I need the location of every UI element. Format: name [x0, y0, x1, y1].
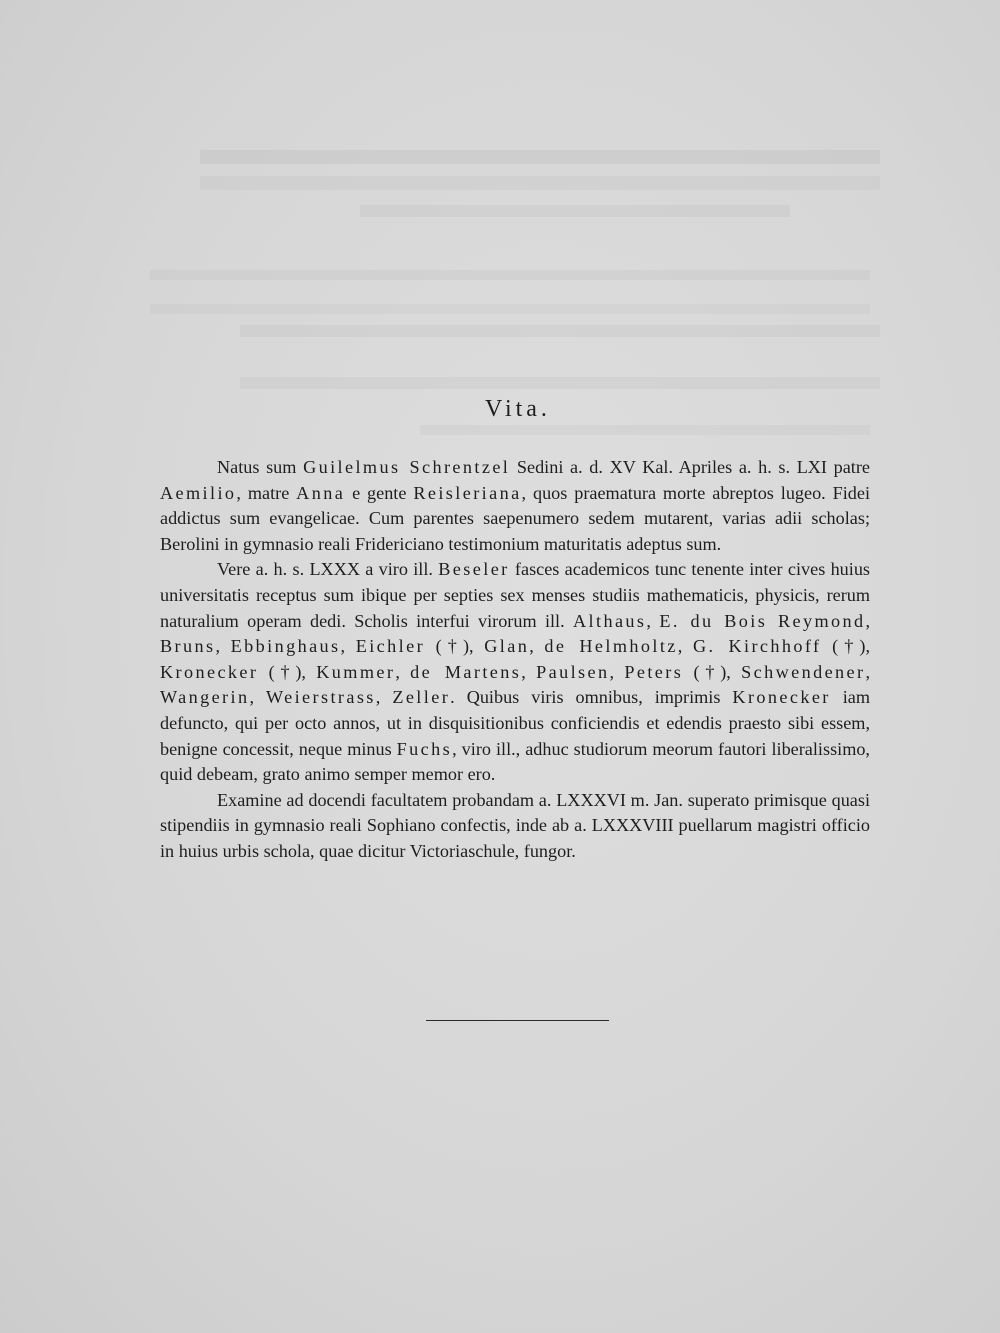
- text-run: Natus sum: [217, 457, 304, 477]
- text-run: ,: [865, 661, 871, 682]
- spaced-name: Ebbinghaus: [230, 636, 341, 657]
- paragraph: [160, 788, 870, 865]
- text-run: ,: [249, 687, 266, 708]
- spaced-name: Schwendener: [741, 661, 866, 682]
- spaced-name: Kummer: [316, 661, 396, 682]
- text-run: ,: [375, 687, 393, 708]
- text-run: ,: [340, 636, 356, 657]
- spaced-name: de Helmholtz: [544, 636, 678, 657]
- text-run: ,: [215, 636, 231, 657]
- bleed-through-decoration: [240, 325, 880, 389]
- vita-text: [160, 455, 870, 865]
- spaced-name: Althaus: [573, 610, 647, 631]
- paragraph: [160, 455, 870, 557]
- spaced-name: Kronecker: [732, 687, 831, 708]
- text-run: ,: [521, 661, 537, 682]
- text-run: (†),: [425, 636, 485, 657]
- spaced-name: Paulsen: [536, 661, 610, 682]
- text-run: ,: [677, 636, 693, 657]
- spaced-name: de Martens: [410, 661, 522, 682]
- spaced-name: E. du Bois Reymond: [659, 610, 866, 631]
- text-run: (†),: [258, 661, 317, 682]
- closing-rule: [426, 1020, 609, 1021]
- page-title: Vita.: [485, 396, 551, 422]
- text-run: , quos praematura morte abreptos lugeo. Fidei addictus sum evangelicae. Cum parentes saepenumero sedem mutarent, varias adii scholas; Berolini in gymnasio reali Fridericiano testimonium maturitatis adeptus sum.: [160, 482, 870, 554]
- text-run: ,: [395, 661, 411, 682]
- spaced-name: Kronecker: [160, 661, 259, 682]
- spaced-name: Beseler: [438, 559, 510, 580]
- text-run: , matre: [236, 482, 297, 503]
- spaced-name: Guilelmus Schrentzel: [303, 457, 511, 477]
- text-run: ,: [609, 661, 625, 682]
- bleed-through-decoration: [200, 150, 880, 190]
- spaced-name: Aemilio: [160, 482, 237, 503]
- text-run: ,: [529, 636, 545, 657]
- spaced-name: Peters: [624, 661, 684, 682]
- bleed-through-decoration: [150, 270, 870, 314]
- text-run: e gente: [345, 482, 414, 503]
- text-run: (†),: [683, 661, 742, 682]
- spaced-name: Wangerin: [160, 687, 250, 708]
- spaced-name: G. Kirchhoff: [692, 636, 822, 657]
- text-run: ,: [646, 610, 660, 631]
- text-run: Sedini a. d. XV Kal. Apriles a. h. s. LXI patre: [510, 457, 870, 477]
- text-run: . Quibus viris omnibus, imprimis: [450, 687, 733, 708]
- text-run: Vere a. h. s. LXXX a viro ill.: [217, 559, 439, 580]
- text-run: iam defuncto, qui per octo annos, ut in disquisitionibus conficiendis et edendis praesto sibi essem, benigne concessit, neque minus: [160, 687, 871, 759]
- spaced-name: Anna: [296, 482, 346, 503]
- spaced-name: Eichler: [355, 636, 426, 657]
- text-run: Examine ad docendi facultatem probandam a. LXXXVI m. Jan. superato primisque quasi stipendiis in gymnasio reali Sophiano confectis, inde ab a. LXXXVIII puellarum magistri officio in huius urbis schola, quae dicitur Victoriaschule, fungor.: [160, 789, 870, 861]
- spaced-name: Zeller: [392, 687, 451, 708]
- spaced-name: Weierstrass: [266, 687, 376, 708]
- bleed-through-decoration: [360, 205, 790, 227]
- text-run: ,: [865, 610, 871, 631]
- spaced-name: Fuchs: [396, 738, 453, 759]
- bleed-through-decoration: [420, 425, 870, 447]
- text-run: , viro ill., adhuc studiorum meorum fautori liberalissimo, quid debeam, grato animo semper memor ero.: [160, 738, 870, 785]
- text-run: (†),: [821, 636, 871, 657]
- spaced-name: Reisleriana: [413, 482, 522, 503]
- paragraph: [160, 557, 870, 787]
- text-run: fasces academicos tunc tenente inter cives huius universitatis receptus sum ibique per septies sex menses studiis mathematicis, physicis, rerum naturalium operam dedi. Scholis interfui virorum ill.: [160, 559, 870, 631]
- spaced-name: Bruns: [160, 636, 216, 657]
- spaced-name: Glan: [484, 636, 530, 657]
